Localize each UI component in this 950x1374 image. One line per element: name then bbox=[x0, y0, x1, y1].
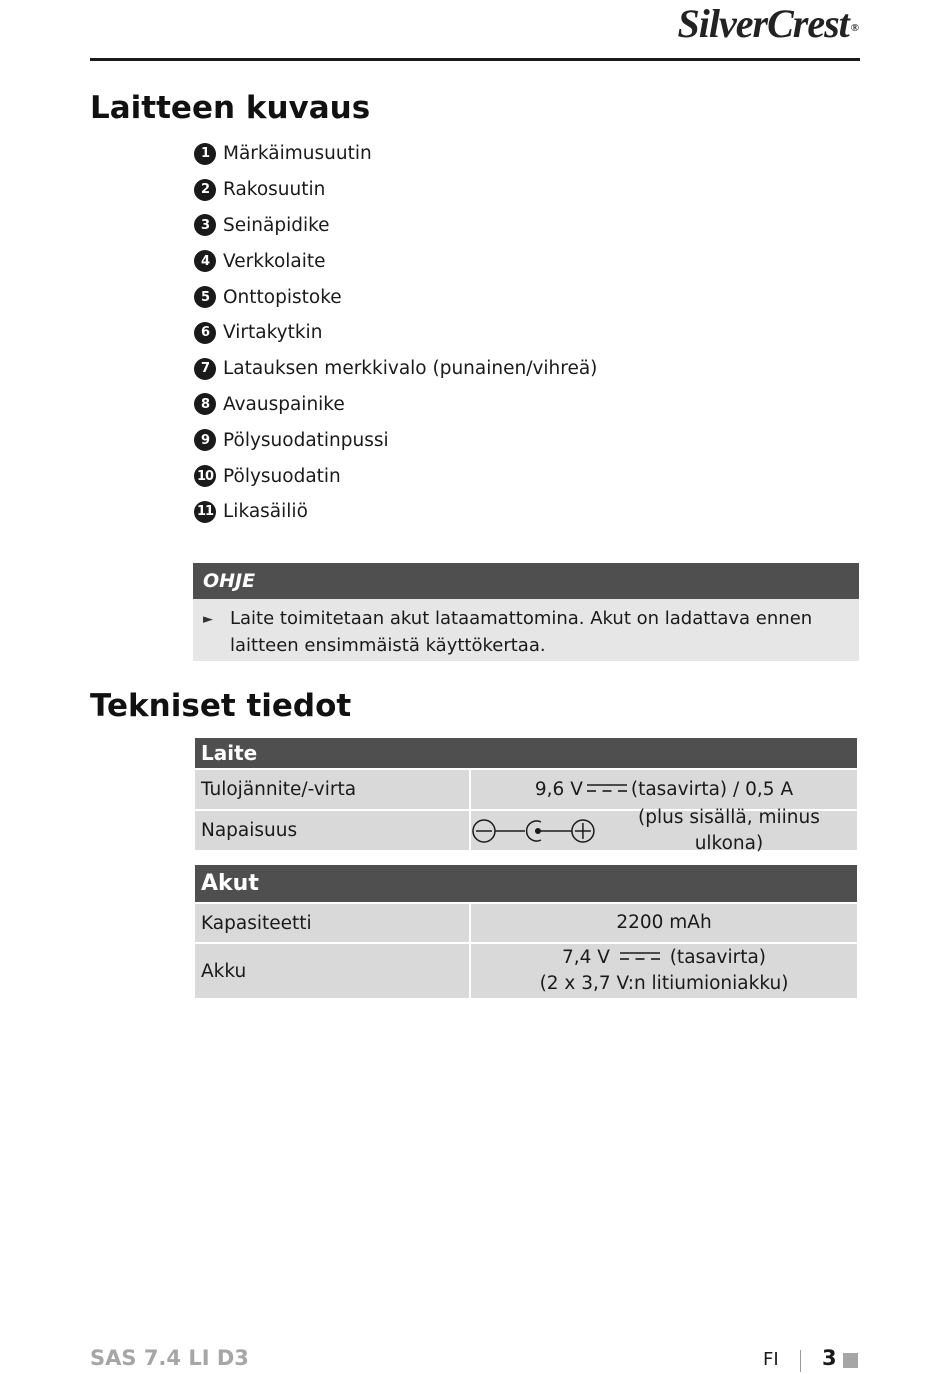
part-label: Verkkolaite bbox=[223, 250, 326, 272]
part-label: Avauspainike bbox=[223, 393, 345, 415]
value-voltage: 9,6 V bbox=[534, 778, 583, 800]
value-current: (tasavirta) / 0,5 A bbox=[630, 778, 794, 800]
polarity-icon bbox=[471, 818, 597, 844]
row-label: Kapasiteetti bbox=[195, 904, 469, 942]
row-label: Napaisuus bbox=[195, 811, 469, 850]
list-item bbox=[194, 243, 597, 279]
parts-list bbox=[194, 136, 597, 530]
number-badge: 3 bbox=[194, 214, 216, 236]
part-label: Likasäiliö bbox=[223, 501, 308, 523]
arrow-right-icon: ► bbox=[203, 612, 213, 627]
number-badge: 2 bbox=[194, 179, 216, 201]
list-item bbox=[194, 351, 597, 387]
list-item bbox=[194, 279, 597, 315]
list-item bbox=[194, 422, 597, 458]
part-label: Rakosuutin bbox=[223, 179, 326, 201]
table-row bbox=[195, 770, 857, 809]
footer-model: SAS 7.4 LI D3 bbox=[90, 1346, 249, 1370]
row-label: Akku bbox=[195, 944, 469, 998]
dc-symbol-icon bbox=[620, 951, 660, 961]
part-label: Virtakytkin bbox=[223, 322, 323, 344]
brand-logo-text: SilverCrest bbox=[677, 1, 849, 46]
table-heading: Laite bbox=[195, 738, 857, 770]
header-rule bbox=[90, 58, 860, 61]
list-item bbox=[194, 458, 597, 494]
number-badge: 6 bbox=[194, 322, 216, 344]
row-label: Tulojännite/-virta bbox=[195, 770, 469, 809]
part-label: Pölysuodatinpussi bbox=[223, 429, 389, 451]
list-item bbox=[194, 387, 597, 423]
number-badge: 5 bbox=[194, 286, 216, 308]
footer-square-icon bbox=[843, 1353, 858, 1368]
table-row bbox=[195, 904, 857, 942]
list-item bbox=[194, 208, 597, 244]
number-badge: 11 bbox=[194, 501, 216, 523]
table-heading: Akut bbox=[195, 865, 857, 904]
row-value bbox=[471, 806, 857, 854]
part-label: Seinäpidike bbox=[223, 214, 330, 236]
value-cells: (2 x 3,7 V:n litiumioniakku) bbox=[539, 973, 789, 994]
table-row bbox=[195, 944, 857, 998]
table-row bbox=[195, 806, 857, 854]
polarity-text: (plus sisällä, miinus ulkona) bbox=[638, 806, 820, 854]
section-title-device-description: Laitteen kuvaus bbox=[90, 90, 371, 126]
note-text: Laite toimitetaan akut lataamattomina. Akut on ladattava ennen laitteen ensimmäistä käyttökertaa. bbox=[230, 608, 813, 656]
row-value: 2200 mAh bbox=[471, 904, 857, 942]
section-title-technical-data: Tekniset tiedot bbox=[90, 688, 352, 724]
dc-symbol-icon bbox=[587, 783, 627, 793]
footer-language: FI bbox=[763, 1349, 779, 1370]
number-badge: 9 bbox=[194, 429, 216, 451]
number-badge: 7 bbox=[194, 358, 216, 380]
value-voltage: 7,4 V bbox=[561, 947, 610, 968]
row-value bbox=[471, 770, 857, 809]
part-label: Märkäimusuutin bbox=[223, 143, 372, 165]
list-item bbox=[194, 172, 597, 208]
note-box bbox=[193, 563, 859, 661]
number-badge: 4 bbox=[194, 250, 216, 272]
list-item bbox=[194, 494, 597, 530]
part-label: Onttopistoke bbox=[223, 286, 342, 308]
registered-mark: ® bbox=[850, 21, 858, 34]
list-item bbox=[194, 315, 597, 351]
row-value bbox=[471, 944, 857, 998]
number-badge: 8 bbox=[194, 393, 216, 415]
value-type: (tasavirta) bbox=[669, 947, 767, 968]
note-heading: OHJE bbox=[193, 563, 859, 599]
list-item bbox=[194, 136, 597, 172]
note-body bbox=[193, 599, 859, 661]
number-badge: 1 bbox=[194, 143, 216, 165]
device-table bbox=[195, 738, 857, 854]
battery-table bbox=[195, 865, 857, 998]
part-label: Pölysuodatin bbox=[223, 465, 341, 487]
number-badge: 10 bbox=[194, 465, 216, 487]
part-label: Latauksen merkkivalo (punainen/vihreä) bbox=[223, 358, 598, 380]
page-number: 3 bbox=[822, 1346, 837, 1370]
brand-logo bbox=[677, 1, 858, 46]
footer-separator bbox=[800, 1350, 801, 1372]
